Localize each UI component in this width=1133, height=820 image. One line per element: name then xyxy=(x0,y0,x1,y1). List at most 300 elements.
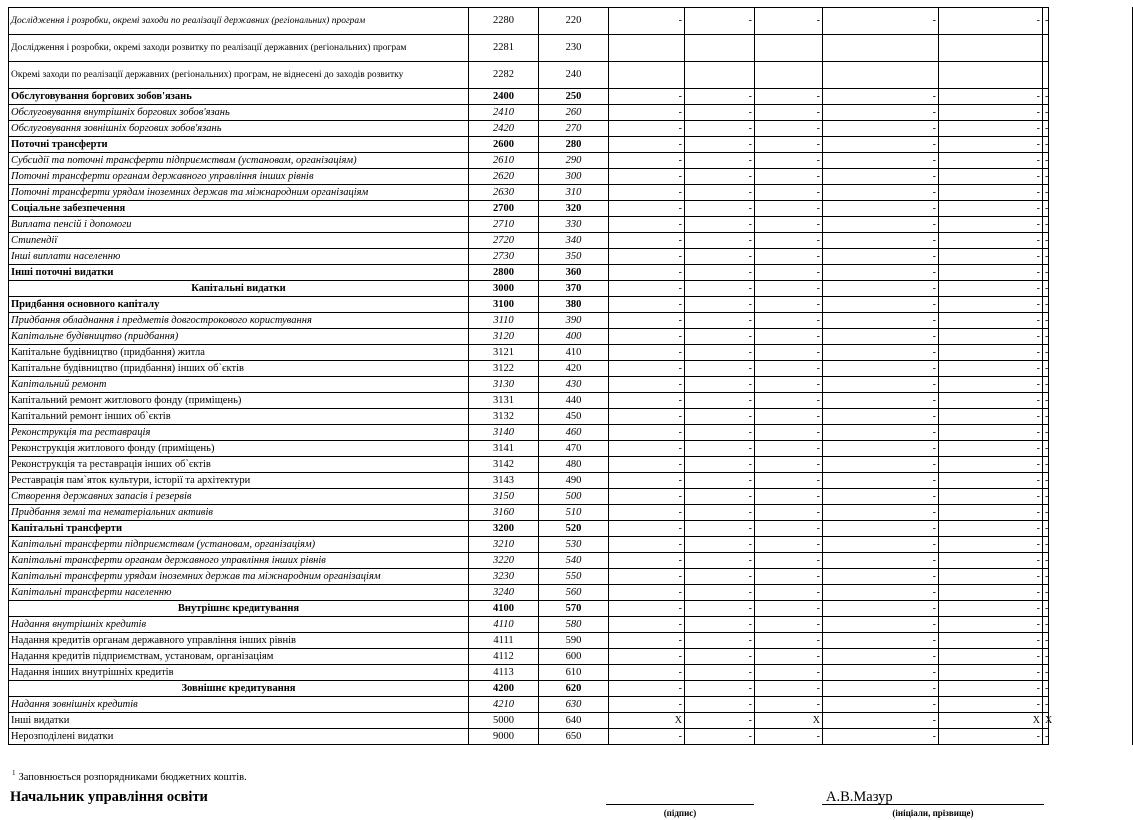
row-kekv-code: 2420 xyxy=(469,121,539,137)
row-kekv-code: 4110 xyxy=(469,617,539,633)
row-name: Капітальні трансферти урядам іноземних держав та міжнародним організаціям xyxy=(9,569,469,585)
row-value: - xyxy=(939,265,1043,281)
row-kekv-code: 2620 xyxy=(469,169,539,185)
row-line-code: 620 xyxy=(539,681,609,697)
row-value: - xyxy=(939,729,1043,745)
table-row xyxy=(9,585,1133,601)
row-line-code: 420 xyxy=(539,361,609,377)
row-value: - xyxy=(685,537,755,553)
row-line-code: 320 xyxy=(539,201,609,217)
row-value: - xyxy=(755,633,823,649)
row-line-code: 490 xyxy=(539,473,609,489)
table-row xyxy=(9,265,1133,281)
row-value: - xyxy=(1043,361,1049,377)
footnote xyxy=(12,769,247,783)
row-value: - xyxy=(609,489,685,505)
row-value: - xyxy=(755,585,823,601)
row-value: - xyxy=(685,473,755,489)
row-value: - xyxy=(755,441,823,457)
row-name: Реконструкція та реставрація інших об`єктів xyxy=(9,457,469,473)
row-value: - xyxy=(823,105,939,121)
column-gap xyxy=(1049,553,1133,569)
table-row xyxy=(9,105,1133,121)
row-value: - xyxy=(755,729,823,745)
row-name: Дослідження і розробки, окремі заходи по реалізації державних (регіональних) програм xyxy=(9,8,469,35)
row-line-code: 300 xyxy=(539,169,609,185)
row-value: - xyxy=(823,201,939,217)
column-gap xyxy=(1049,137,1133,153)
row-name: Соціальне забезпечення xyxy=(9,201,469,217)
row-kekv-code: 3142 xyxy=(469,457,539,473)
row-value: - xyxy=(609,441,685,457)
row-value: - xyxy=(609,345,685,361)
row-value: - xyxy=(609,265,685,281)
row-value: - xyxy=(685,617,755,633)
row-value: - xyxy=(685,729,755,745)
row-value: - xyxy=(685,505,755,521)
row-value: - xyxy=(823,8,939,35)
row-value: - xyxy=(823,633,939,649)
row-name: Поточні трансферти xyxy=(9,137,469,153)
row-kekv-code: 4113 xyxy=(469,665,539,681)
row-name: Капітальні трансферти підприємствам (установам, організаціям) xyxy=(9,537,469,553)
row-name: Поточні трансферти урядам іноземних держав та міжнародним організаціям xyxy=(9,185,469,201)
table-row xyxy=(9,633,1133,649)
table-row xyxy=(9,537,1133,553)
column-gap xyxy=(1049,649,1133,665)
row-value: - xyxy=(609,633,685,649)
row-value: - xyxy=(823,185,939,201)
row-value: - xyxy=(939,601,1043,617)
row-name: Виплата пенсій і допомоги xyxy=(9,217,469,233)
column-gap xyxy=(1049,633,1133,649)
name-line xyxy=(822,804,1044,805)
column-gap xyxy=(1049,393,1133,409)
row-value: - xyxy=(755,393,823,409)
row-value: - xyxy=(1043,697,1049,713)
row-value: - xyxy=(755,425,823,441)
row-line-code: 310 xyxy=(539,185,609,201)
row-value: - xyxy=(685,569,755,585)
expenditure-table xyxy=(8,7,1133,745)
row-value: - xyxy=(685,489,755,505)
column-gap xyxy=(1049,713,1133,729)
row-value: - xyxy=(939,201,1043,217)
row-kekv-code: 3121 xyxy=(469,345,539,361)
column-gap xyxy=(1049,201,1133,217)
table-row xyxy=(9,169,1133,185)
row-value: - xyxy=(755,121,823,137)
row-value: - xyxy=(755,681,823,697)
row-line-code: 390 xyxy=(539,313,609,329)
row-value: - xyxy=(939,569,1043,585)
row-value: - xyxy=(1043,89,1049,105)
row-value: - xyxy=(609,697,685,713)
row-kekv-code: 3220 xyxy=(469,553,539,569)
row-value: - xyxy=(755,553,823,569)
row-name: Придбання обладнання і предметів довгострокового користування xyxy=(9,313,469,329)
row-value: - xyxy=(609,249,685,265)
row-value: - xyxy=(1043,137,1049,153)
table-row xyxy=(9,313,1133,329)
table-row xyxy=(9,137,1133,153)
row-value: - xyxy=(939,521,1043,537)
row-value: - xyxy=(823,249,939,265)
row-value: - xyxy=(609,281,685,297)
table-row xyxy=(9,729,1133,745)
row-name: Реставрація пам`яток культури, історії та архітектури xyxy=(9,473,469,489)
row-value: - xyxy=(1043,681,1049,697)
row-value: - xyxy=(823,505,939,521)
row-kekv-code: 3200 xyxy=(469,521,539,537)
row-value: - xyxy=(755,249,823,265)
row-value: - xyxy=(823,713,939,729)
row-value: - xyxy=(1043,569,1049,585)
row-value: - xyxy=(755,665,823,681)
row-value: - xyxy=(1043,153,1049,169)
row-value xyxy=(939,62,1043,89)
row-line-code: 590 xyxy=(539,633,609,649)
row-value: - xyxy=(823,457,939,473)
row-line-code: 610 xyxy=(539,665,609,681)
row-line-code: 510 xyxy=(539,505,609,521)
row-line-code: 500 xyxy=(539,489,609,505)
row-value: - xyxy=(755,569,823,585)
row-value: - xyxy=(609,665,685,681)
row-value: - xyxy=(755,361,823,377)
row-value: - xyxy=(685,425,755,441)
row-value: - xyxy=(609,425,685,441)
row-value: - xyxy=(1043,345,1049,361)
row-value: - xyxy=(755,8,823,35)
row-value: - xyxy=(609,473,685,489)
row-line-code: 380 xyxy=(539,297,609,313)
table-row xyxy=(9,345,1133,361)
row-value: - xyxy=(1043,489,1049,505)
row-name: Капітальні видатки xyxy=(9,281,469,297)
column-gap xyxy=(1049,665,1133,681)
row-kekv-code: 3131 xyxy=(469,393,539,409)
row-kekv-code: 2280 xyxy=(469,8,539,35)
row-value: - xyxy=(755,617,823,633)
row-value: - xyxy=(755,697,823,713)
row-value: X xyxy=(939,713,1043,729)
row-value: - xyxy=(685,377,755,393)
row-value: - xyxy=(939,665,1043,681)
row-name: Придбання землі та нематеріальних активів xyxy=(9,505,469,521)
column-gap xyxy=(1049,249,1133,265)
row-value: - xyxy=(1043,521,1049,537)
row-value: - xyxy=(1043,409,1049,425)
row-value: - xyxy=(755,313,823,329)
row-value: - xyxy=(685,265,755,281)
column-gap xyxy=(1049,521,1133,537)
row-value: - xyxy=(823,553,939,569)
row-value: - xyxy=(823,521,939,537)
footnote-text: Заповнюється розпорядниками бюджетних коштів. xyxy=(18,772,247,783)
row-value: - xyxy=(939,345,1043,361)
row-value: - xyxy=(823,233,939,249)
row-line-code: 450 xyxy=(539,409,609,425)
row-name: Надання зовнішніх кредитів xyxy=(9,697,469,713)
row-name: Дослідження і розробки, окремі заходи розвитку по реалізації державних (регіональних) програм xyxy=(9,35,469,62)
row-name: Реконструкція житлового фонду (приміщень) xyxy=(9,441,469,457)
row-value: - xyxy=(939,697,1043,713)
row-kekv-code: 4112 xyxy=(469,649,539,665)
table-row xyxy=(9,217,1133,233)
row-value: - xyxy=(939,409,1043,425)
row-value: - xyxy=(755,281,823,297)
row-kekv-code: 3132 xyxy=(469,409,539,425)
row-line-code: 330 xyxy=(539,217,609,233)
row-value: - xyxy=(609,681,685,697)
row-value: X xyxy=(755,713,823,729)
row-value: - xyxy=(685,233,755,249)
column-gap xyxy=(1049,505,1133,521)
table-row xyxy=(9,329,1133,345)
row-line-code: 230 xyxy=(539,35,609,62)
row-value: - xyxy=(609,601,685,617)
row-value: - xyxy=(939,233,1043,249)
row-value: - xyxy=(939,185,1043,201)
column-gap xyxy=(1049,89,1133,105)
row-value: - xyxy=(939,137,1043,153)
row-value xyxy=(755,62,823,89)
row-value: - xyxy=(755,537,823,553)
row-name: Поточні трансферти органам державного управління інших рівнів xyxy=(9,169,469,185)
row-name: Надання інших внутрішніх кредитів xyxy=(9,665,469,681)
row-kekv-code: 3140 xyxy=(469,425,539,441)
row-name: Інші видатки xyxy=(9,713,469,729)
row-value: - xyxy=(755,265,823,281)
row-value: - xyxy=(755,457,823,473)
column-gap xyxy=(1049,681,1133,697)
row-value: - xyxy=(939,649,1043,665)
row-value: - xyxy=(685,185,755,201)
table-row xyxy=(9,409,1133,425)
row-name: Внутрішнє кредитування xyxy=(9,601,469,617)
row-value: - xyxy=(755,201,823,217)
row-value: - xyxy=(755,505,823,521)
row-line-code: 430 xyxy=(539,377,609,393)
row-value: - xyxy=(939,377,1043,393)
row-name: Капітальне будівництво (придбання) xyxy=(9,329,469,345)
column-gap xyxy=(1049,329,1133,345)
row-value: - xyxy=(823,441,939,457)
row-kekv-code: 2730 xyxy=(469,249,539,265)
table-row xyxy=(9,233,1133,249)
row-value: - xyxy=(939,313,1043,329)
row-value: - xyxy=(823,265,939,281)
row-value: - xyxy=(685,585,755,601)
row-value: - xyxy=(823,313,939,329)
row-value: - xyxy=(823,89,939,105)
row-kekv-code: 4200 xyxy=(469,681,539,697)
name-label: (ініціали, прізвище) xyxy=(892,808,974,818)
row-kekv-code: 2410 xyxy=(469,105,539,121)
row-value: - xyxy=(685,89,755,105)
row-line-code: 340 xyxy=(539,233,609,249)
row-value: - xyxy=(1043,297,1049,313)
table-row xyxy=(9,297,1133,313)
row-value: - xyxy=(609,393,685,409)
column-gap xyxy=(1049,425,1133,441)
column-gap xyxy=(1049,169,1133,185)
row-value: - xyxy=(609,137,685,153)
row-value: - xyxy=(1043,393,1049,409)
table-row xyxy=(9,121,1133,137)
row-value: - xyxy=(685,281,755,297)
row-value: - xyxy=(823,489,939,505)
row-value: - xyxy=(685,313,755,329)
row-value: - xyxy=(755,409,823,425)
column-gap xyxy=(1049,297,1133,313)
row-value: - xyxy=(823,169,939,185)
row-value: - xyxy=(755,377,823,393)
row-value: - xyxy=(1043,329,1049,345)
row-value: - xyxy=(609,185,685,201)
row-line-code: 370 xyxy=(539,281,609,297)
row-value: - xyxy=(1043,249,1049,265)
row-value: - xyxy=(609,201,685,217)
row-value: - xyxy=(939,169,1043,185)
row-name: Капітальні трансферти xyxy=(9,521,469,537)
row-value: - xyxy=(823,217,939,233)
row-value: - xyxy=(685,8,755,35)
row-value: - xyxy=(1043,233,1049,249)
row-value: - xyxy=(755,489,823,505)
row-value: - xyxy=(939,393,1043,409)
row-value: - xyxy=(1043,649,1049,665)
row-value: - xyxy=(609,553,685,569)
row-value: - xyxy=(685,297,755,313)
table-row xyxy=(9,617,1133,633)
row-value: - xyxy=(823,281,939,297)
table-row xyxy=(9,8,1133,35)
row-value: - xyxy=(609,121,685,137)
row-line-code: 400 xyxy=(539,329,609,345)
row-value: - xyxy=(1043,425,1049,441)
row-line-code: 260 xyxy=(539,105,609,121)
row-value: - xyxy=(823,329,939,345)
column-gap xyxy=(1049,8,1133,35)
signature-line xyxy=(606,804,754,805)
row-value: - xyxy=(939,505,1043,521)
row-value: - xyxy=(1043,585,1049,601)
row-value: - xyxy=(685,393,755,409)
column-gap xyxy=(1049,473,1133,489)
row-value: - xyxy=(1043,633,1049,649)
row-value: - xyxy=(1043,473,1049,489)
row-value: - xyxy=(685,601,755,617)
table-row xyxy=(9,697,1133,713)
row-value: - xyxy=(609,8,685,35)
row-kekv-code: 4210 xyxy=(469,697,539,713)
row-value: - xyxy=(823,361,939,377)
row-value: - xyxy=(685,137,755,153)
row-name: Обслуговування зовнішніх боргових зобов'язань xyxy=(9,121,469,137)
column-gap xyxy=(1049,457,1133,473)
row-kekv-code: 3122 xyxy=(469,361,539,377)
row-value: - xyxy=(685,201,755,217)
row-name: Капітальний ремонт житлового фонду (приміщень) xyxy=(9,393,469,409)
row-value: - xyxy=(609,329,685,345)
column-gap xyxy=(1049,441,1133,457)
row-value: - xyxy=(1043,537,1049,553)
row-line-code: 540 xyxy=(539,553,609,569)
row-value: - xyxy=(823,153,939,169)
column-gap xyxy=(1049,601,1133,617)
row-value: - xyxy=(755,521,823,537)
table-row xyxy=(9,377,1133,393)
row-value: - xyxy=(939,617,1043,633)
row-value: - xyxy=(1043,217,1049,233)
column-gap xyxy=(1049,361,1133,377)
row-value: - xyxy=(939,489,1043,505)
row-name: Інші виплати населенню xyxy=(9,249,469,265)
table-row xyxy=(9,361,1133,377)
row-value: - xyxy=(685,665,755,681)
row-value: - xyxy=(755,473,823,489)
column-gap xyxy=(1049,537,1133,553)
column-gap xyxy=(1049,265,1133,281)
row-value: - xyxy=(823,649,939,665)
row-value: - xyxy=(755,233,823,249)
row-value xyxy=(823,35,939,62)
row-value: - xyxy=(685,553,755,569)
signer-name: А.В.Мазур xyxy=(826,789,893,805)
row-value: - xyxy=(1043,377,1049,393)
row-kekv-code: 3230 xyxy=(469,569,539,585)
row-kekv-code: 2610 xyxy=(469,153,539,169)
row-value: - xyxy=(685,169,755,185)
row-value: - xyxy=(1043,313,1049,329)
table-row xyxy=(9,601,1133,617)
row-value: - xyxy=(609,361,685,377)
row-value: - xyxy=(823,729,939,745)
row-value: - xyxy=(939,329,1043,345)
row-kekv-code: 2700 xyxy=(469,201,539,217)
row-value: - xyxy=(685,681,755,697)
row-value: - xyxy=(823,121,939,137)
row-kekv-code: 4100 xyxy=(469,601,539,617)
table-row xyxy=(9,35,1133,62)
row-value: - xyxy=(685,633,755,649)
table-row xyxy=(9,201,1133,217)
row-kekv-code: 3000 xyxy=(469,281,539,297)
row-value: - xyxy=(609,505,685,521)
row-value: - xyxy=(1043,441,1049,457)
column-gap xyxy=(1049,281,1133,297)
column-gap xyxy=(1049,121,1133,137)
column-gap xyxy=(1049,233,1133,249)
column-gap xyxy=(1049,377,1133,393)
signature-label: (підпис) xyxy=(663,808,697,818)
row-value: - xyxy=(755,345,823,361)
row-value: - xyxy=(685,649,755,665)
row-value: - xyxy=(609,169,685,185)
footnote-mark: 1 xyxy=(12,769,16,777)
row-name: Надання внутрішніх кредитів xyxy=(9,617,469,633)
table-row xyxy=(9,713,1133,729)
row-name: Стипендії xyxy=(9,233,469,249)
row-line-code: 480 xyxy=(539,457,609,473)
row-value: - xyxy=(939,89,1043,105)
row-value: - xyxy=(939,281,1043,297)
row-value xyxy=(685,35,755,62)
row-value: - xyxy=(939,8,1043,35)
row-line-code: 600 xyxy=(539,649,609,665)
